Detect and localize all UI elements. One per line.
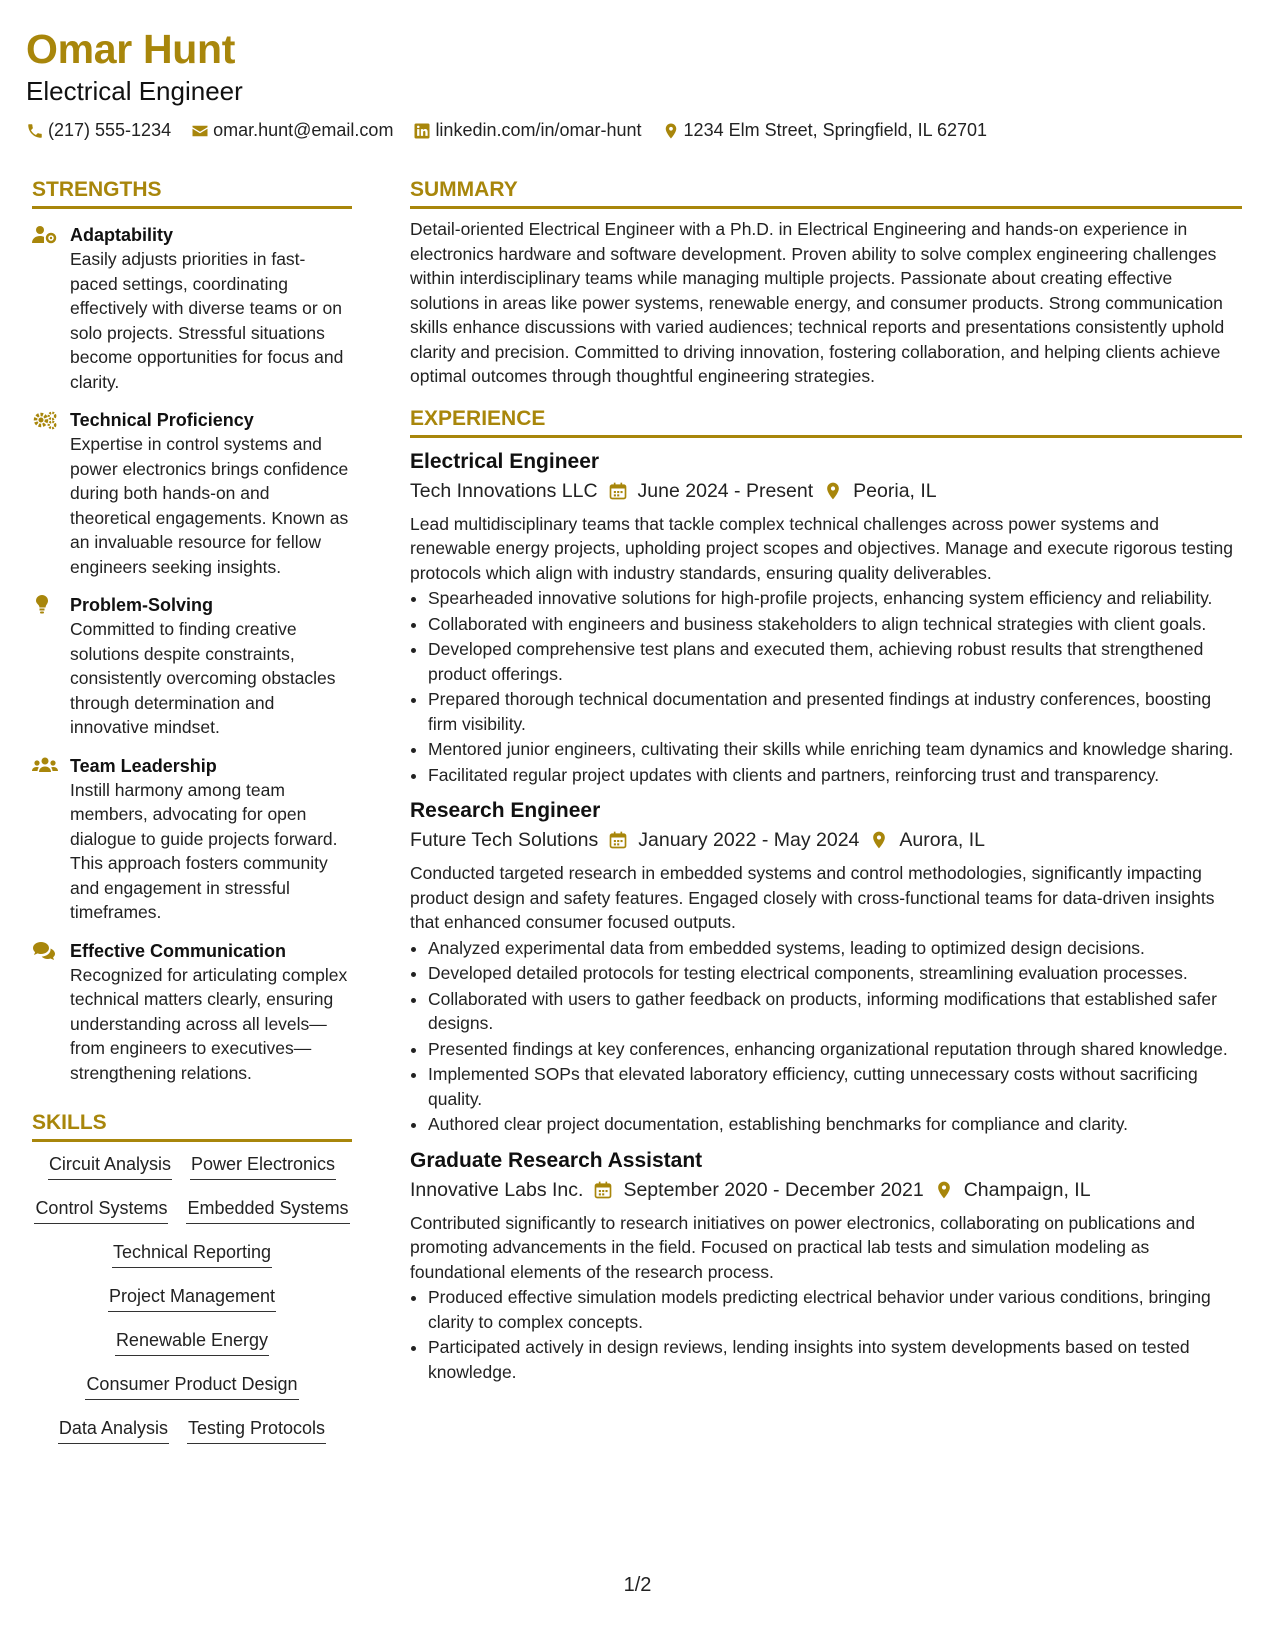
- list-item: • Authored clear project documentation, establishing benchmarks for compliance and clarity.: [428, 1112, 1242, 1137]
- candidate-name: Omar Hunt: [26, 26, 236, 72]
- strength-title: Problem-Solving: [70, 595, 214, 615]
- job-entry: [410, 797, 1242, 1137]
- strength-item: [32, 408, 352, 579]
- list-item: • Facilitated regular project updates with clients and partners, reinforcing trust and transparency.: [428, 763, 1242, 788]
- calendar-icon: [593, 1180, 613, 1200]
- skill-tag: Consumer Product Design: [85, 1372, 298, 1400]
- job-bullets: [410, 1285, 1242, 1384]
- calendar-icon: [608, 481, 628, 501]
- job-company: Future Tech Solutions: [410, 829, 599, 851]
- users-icon: [32, 756, 58, 776]
- list-item: • Collaborated with users to gather feedback on products, informing modifications that established safer designs.: [428, 987, 1242, 1036]
- list-item: • Presented findings at key conferences, enhancing organizational reputation through shared knowledge.: [428, 1037, 1242, 1062]
- strengths-heading: STRENGTHS: [32, 176, 352, 209]
- contact-linkedin-text: linkedin.com/in/omar-hunt: [435, 120, 642, 140]
- list-item: • Implemented SOPs that elevated laboratory efficiency, cutting unnecessary costs without sacrificing quality.: [428, 1062, 1242, 1111]
- job-location: Peoria, IL: [853, 479, 937, 502]
- resume-header: [26, 22, 1249, 141]
- job-location: Aurora, IL: [899, 829, 986, 851]
- strength-item: [32, 939, 352, 1086]
- contact-linkedin[interactable]: [413, 120, 641, 141]
- user-gear-icon: [32, 225, 58, 245]
- list-item: • Spearheaded innovative solutions for high-profile projects, enhancing system efficiency and reliability.: [428, 586, 1242, 611]
- job-dates: September 2020 - December 2021: [623, 1178, 924, 1201]
- skill-tag: Project Management: [108, 1284, 276, 1312]
- skill-tag: Testing Protocols: [187, 1416, 326, 1444]
- contact-address-text: 1234 Elm Street, Springfield, IL 62701: [683, 120, 988, 140]
- right-column: [410, 176, 1242, 1384]
- job-meta: [410, 1175, 1242, 1205]
- strength-description: Recognized for articulating complex technical matters clearly, ensuring understanding across all levels—from engineers to executives—strengthening relations.: [70, 964, 348, 1083]
- job-description: Lead multidisciplinary teams that tackle complex technical challenges across power systems and renewable energy projects, upholding project scopes and objectives. Manage and execute rigorous testing protocols which align with industry standards, ensuring quality deliverables.: [410, 513, 1234, 583]
- candidate-title: Electrical Engineer: [26, 76, 243, 106]
- list-item: • Participated actively in design reviews, lending insights into system developments based on tested knowledge.: [428, 1335, 1242, 1384]
- skill-tag: Technical Reporting: [112, 1240, 272, 1268]
- strength-title: Team Leadership: [70, 755, 217, 776]
- strength-title: Effective Communication: [70, 940, 287, 961]
- job-role: Electrical Engineer: [410, 449, 600, 473]
- map-pin-icon: [662, 122, 680, 140]
- job-role: Graduate Research Assistant: [410, 1148, 703, 1172]
- job-dates: June 2024 - Present: [637, 479, 814, 502]
- summary-text: Detail-oriented Electrical Engineer with a Ph.D. in Electrical Engineering and hands-on experience in electronics hardware and software development. Proven ability to solve complex engineering challenges within interdisciplinary teams while managing multiple projects. Passionate about creating effective solutions in areas like power systems, renewable energy, and consumer products. Strong communication skills enhance discussions with varied audiences; technical reports and presentations consistently uphold clarity and precision. Committed to driving innovation, fostering collaboration, and helping clients achieve optimal outcomes through thoughtful engineering strategies.: [410, 219, 1225, 386]
- strength-description: Expertise in control systems and power electronics brings confidence during both hands-on and theoretical engagements. Known as an invaluable resource for fellow engineers seeking insights.: [70, 434, 349, 577]
- envelope-icon: [191, 122, 209, 140]
- skill-tag: Control Systems: [34, 1196, 168, 1224]
- linkedin-icon: [413, 122, 431, 140]
- contact-phone-text: (217) 555-1234: [48, 120, 172, 140]
- strength-item: [32, 593, 352, 740]
- job-description: Contributed significantly to research initiatives on power electronics, collaborating on publications and promoting advancements in the field. Focused on practical lab tests and simulation modeling as foundational elements of the research process.: [410, 1212, 1196, 1282]
- gears-icon: [32, 410, 58, 430]
- map-pin-icon: [823, 481, 843, 501]
- left-column: [32, 176, 352, 1460]
- strength-item: [32, 754, 352, 925]
- calendar-icon: [608, 830, 628, 850]
- job-meta: [410, 825, 1242, 855]
- lightbulb-icon: [32, 595, 58, 615]
- contact-address: [662, 120, 988, 141]
- list-item: • Prepared thorough technical documentation and presented findings at industry conferences, boosting firm visibility.: [428, 687, 1242, 736]
- map-pin-icon: [869, 830, 889, 850]
- job-bullets: [410, 586, 1242, 787]
- strength-title: Adaptability: [70, 225, 174, 245]
- skills-list: [32, 1142, 352, 1460]
- list-item: • Analyzed experimental data from embedded systems, leading to optimized design decisions.: [428, 936, 1242, 961]
- strength-description: Instill harmony among team members, advocating for open dialogue to guide projects forward. This approach fosters community and engagement in stressful timeframes.: [70, 779, 338, 922]
- job-dates: January 2022 - May 2024: [638, 829, 860, 851]
- summary-heading: SUMMARY: [410, 176, 1242, 209]
- contact-email[interactable]: [191, 120, 393, 141]
- skill-tag: Data Analysis: [58, 1416, 169, 1444]
- job-company: Tech Innovations LLC: [410, 479, 598, 502]
- job-entry: [410, 1147, 1242, 1385]
- skill-tag: Circuit Analysis: [48, 1152, 172, 1180]
- map-pin-icon: [934, 1180, 954, 1200]
- list-item: • Developed comprehensive test plans and executed them, achieving robust results that strengthened product offerings.: [428, 637, 1242, 686]
- skill-tag: Renewable Energy: [115, 1328, 269, 1356]
- job-bullets: [410, 936, 1242, 1137]
- job-meta: [410, 476, 1242, 506]
- skill-tag: Embedded Systems: [186, 1196, 349, 1224]
- phone-icon: [26, 122, 44, 140]
- skills-heading: SKILLS: [32, 1109, 352, 1142]
- strength-description: Easily adjusts priorities in fast-paced settings, coordinating effectively with diverse teams or on solo projects. Stressful situations become opportunities for focus and clarity.: [70, 249, 344, 392]
- experience-heading: EXPERIENCE: [410, 405, 1242, 438]
- job-entry: [410, 448, 1242, 788]
- list-item: • Developed detailed protocols for testing electrical components, streamlining evaluation processes.: [428, 961, 1242, 986]
- job-description: Conducted targeted research in embedded systems and control methodologies, significantly impacting product design and safety features. Engaged closely with cross-functional teams for data-driven insights that enhanced consumer focused outputs.: [410, 863, 1215, 932]
- job-company: Innovative Labs Inc.: [410, 1178, 584, 1201]
- list-item: • Produced effective simulation models predicting electrical behavior under various conditions, bringing clarity to complex concepts.: [428, 1285, 1242, 1334]
- job-role: Research Engineer: [410, 799, 601, 822]
- page-number: 1/2: [623, 1574, 652, 1596]
- list-item: • Collaborated with engineers and business stakeholders to align technical strategies with client goals.: [428, 612, 1242, 637]
- job-location: Champaign, IL: [963, 1178, 1091, 1201]
- strength-title: Technical Proficiency: [70, 410, 254, 430]
- strength-item: [32, 223, 352, 394]
- comments-icon: [32, 941, 58, 961]
- strength-description: Committed to finding creative solutions despite constraints, consistently overcoming obstacles through determination and innovative mindset.: [70, 619, 336, 737]
- contact-phone[interactable]: [26, 120, 171, 141]
- skill-tag: Power Electronics: [190, 1152, 336, 1180]
- list-item: • Mentored junior engineers, cultivating their skills while enriching team dynamics and knowledge sharing.: [428, 737, 1242, 762]
- contact-email-text: omar.hunt@email.com: [213, 120, 394, 140]
- contact-bar: [26, 120, 1249, 141]
